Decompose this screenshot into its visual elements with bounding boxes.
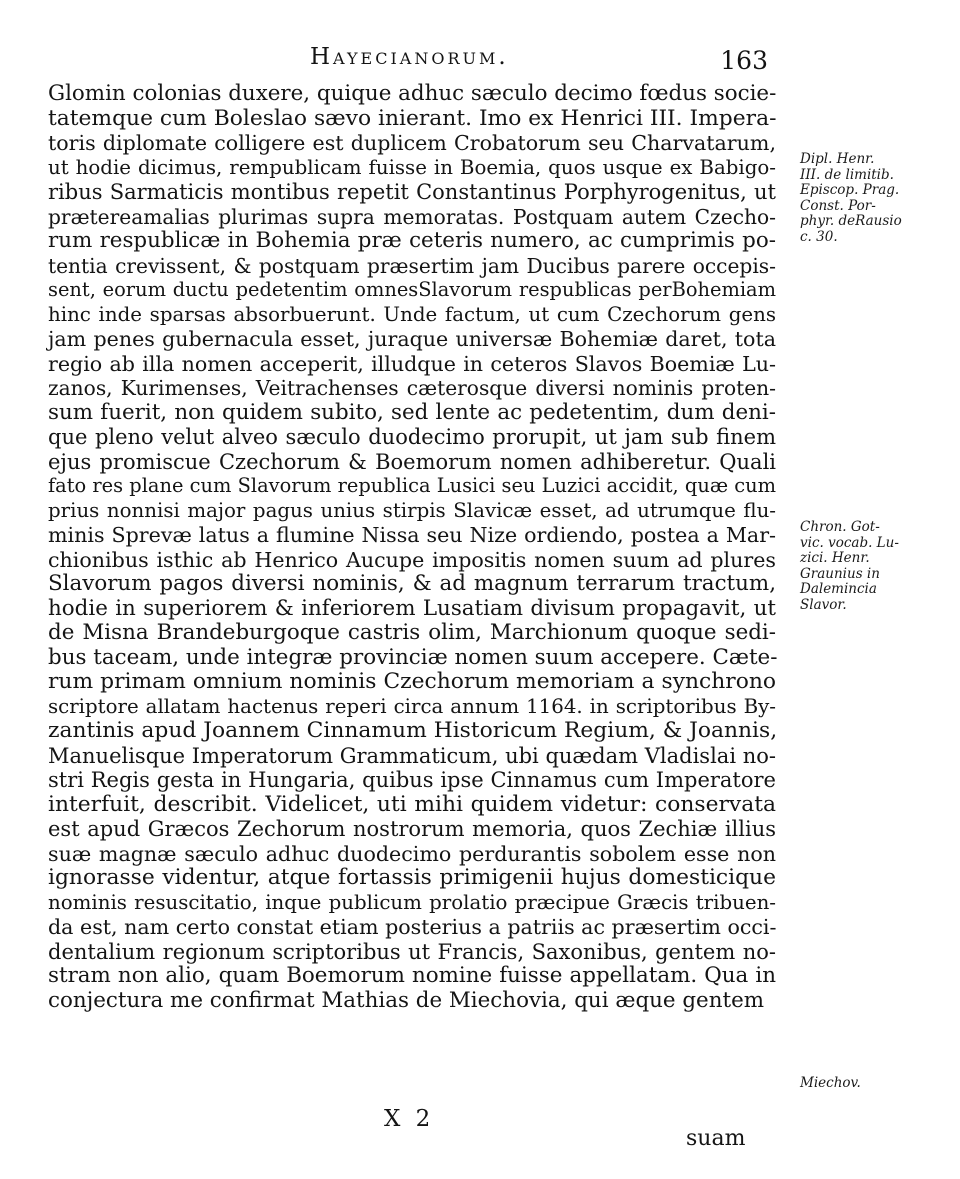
text-line: ignorasse videntur, atque fortassis primigenii hujus domesticique: [48, 865, 776, 890]
marginal-note-line: Dipl. Henr.: [800, 151, 875, 167]
text-line: stri Regis gesta in Hungaria, quibus ipse Cinnamus cum Imperatore: [48, 768, 776, 792]
text-line: prætereamalias plurimas supra memoratas. Postquam autem Czecho-: [48, 204, 776, 229]
text-line: zanos, Kurimenses, Veitrachenses cæterosque diversi nominis proten-: [48, 376, 776, 400]
text-line: rum respublicæ in Bohemia præ ceteris numero, ac cumprimis po-: [48, 228, 776, 253]
text-line: sent, eorum ductu pedetentim omnesSlavorum respublicas perBohemiam: [48, 278, 776, 301]
marginal-note-line: III. de limitib.: [800, 166, 894, 183]
marginal-note-line: vic. vocab. Lu-: [800, 534, 899, 551]
text-line: Glomin colonias duxere, quique adhuc sæculo decimo fœdus socie-: [48, 81, 777, 106]
text-line: tentia crevissent, & postquam præsertim jam Ducibus parere occepis-: [48, 253, 776, 278]
text-line: ejus promiscue Czechorum & Boemorum nomen adhiberetur. Quali: [48, 449, 776, 474]
text-line: zantinis apud Joannem Cinnamum Historicum Regium, & Joannis,: [48, 718, 778, 743]
text-line: sum fuerit, non quidem subito, sed lente ac pedetentim, dum deni-: [48, 399, 776, 425]
text-line: fato res plane cum Slavorum republica Lusici seu Luzici accidit, quæ cum: [48, 474, 776, 497]
text-line: chionibus isthic ab Henrico Aucupe impositis nomen suum ad plures: [48, 547, 776, 572]
marginal-note-line: Graunius in: [800, 565, 880, 582]
text-line: ribus Sarmaticis montibus repetit Constantinus Porphyrogenitus, ut: [48, 180, 776, 204]
text-line: de Misna Brandeburgoque castris olim, Marchionum quoque sedi-: [48, 620, 776, 645]
text-line: interfuit, describit. Videlicet, uti mihi quidem videtur: conservata: [48, 791, 776, 817]
marginal-note-line: Miechov.: [800, 1075, 861, 1091]
text-line: hinc inde sparsas absorbuerunt. Unde factum, ut cum Czechorum gens: [48, 302, 776, 326]
text-line: Manuelisque Imperatorum Grammaticum, ubi quædam Vladislai no-: [48, 743, 776, 768]
marginal-note-line: Episcop. Prag.: [800, 182, 900, 198]
text-line: conjectura me confirmat Mathias de Miechovia, qui æque gentem: [48, 987, 765, 1013]
text-line: Slavorum pagos diversi nominis, & ad magnum terrarum tractum,: [48, 571, 776, 596]
text-line: ut hodie dicimus, rempublicam fuisse in Boemia, quos usque ex Babigo-: [48, 155, 776, 179]
text-line: nominis resuscitatio, inque publicum prolatio præcipue Græcis tribuen-: [48, 890, 776, 914]
marginal-note-line: Chron. Got-: [800, 519, 880, 535]
marginal-note-diploma: [800, 152, 902, 245]
catchword: suam: [686, 1126, 746, 1151]
text-line: prius nonnisi major pagus unius stirpis Slavicæ esset, ad utrumque flu-: [48, 498, 776, 522]
text-line: hodie in superiorem & inferiorem Lusatiam divisum propagavit, ut: [48, 595, 776, 621]
marginal-note-line: Slavor.: [800, 596, 847, 613]
running-title: Hayecianorum.: [310, 44, 509, 70]
text-line: bus taceam, unde integræ provinciæ nomen suum accepere. Cæte-: [48, 644, 778, 670]
marginal-note-line: Const. Por-: [800, 197, 876, 214]
page-number: 163: [720, 46, 768, 75]
text-line: minis Sprevæ latus a flumine Nissa seu Nize ordiendo, postea a Mar-: [48, 523, 776, 547]
marginal-note-miechov: [800, 1076, 861, 1092]
text-line: suæ magnæ sæculo adhuc duodecimo perdurantis sobolem esse non: [48, 841, 776, 866]
body-text: [48, 82, 776, 1013]
marginal-note-line: Dalemincia: [800, 581, 877, 597]
text-line: regio ab illa nomen acceperit, illudque in ceteros Slavos Boemiæ Lu-: [48, 351, 776, 376]
text-line: da est, nam certo constat etiam posterius a patriis ac præsertim occi-: [48, 915, 777, 939]
text-line: est apud Græcos Zechorum nostrorum memoria, quos Zechiæ illius: [48, 817, 776, 841]
text-line: toris diplomate colligere est duplicem Crobatorum seu Charvatarum,: [48, 131, 776, 155]
text-line: rum primam omnium nominis Czechorum memoriam a synchrono: [48, 669, 776, 694]
running-head: [48, 44, 768, 74]
signature-mark: X 2: [384, 1106, 435, 1132]
text-line: dentalium regionum scriptoribus ut Francis, Saxonibus, gentem no-: [48, 939, 776, 964]
text-line: jam penes gubernacula esset, juraque universæ Bohemiæ daret, tota: [48, 327, 776, 351]
text-line: stram non alio, quam Boemorum nomine fuisse appellatam. Qua in: [48, 963, 776, 988]
marginal-note-chronicle: [800, 520, 899, 613]
text-line: que pleno velut alveo sæculo duodecimo prorupit, ut jam sub finem: [48, 425, 776, 449]
marginal-note-line: phyr. deRausio: [800, 213, 902, 229]
text-line: scriptore allatam hactenus reperi circa annum 1164. in scriptoribus By-: [48, 694, 776, 718]
text-line: tatemque cum Boleslao sævo inierant. Imo ex Henrici III. Impera-: [48, 105, 777, 131]
marginal-note-line: zici. Henr.: [800, 550, 870, 566]
marginal-note-line: c. 30.: [800, 228, 838, 245]
